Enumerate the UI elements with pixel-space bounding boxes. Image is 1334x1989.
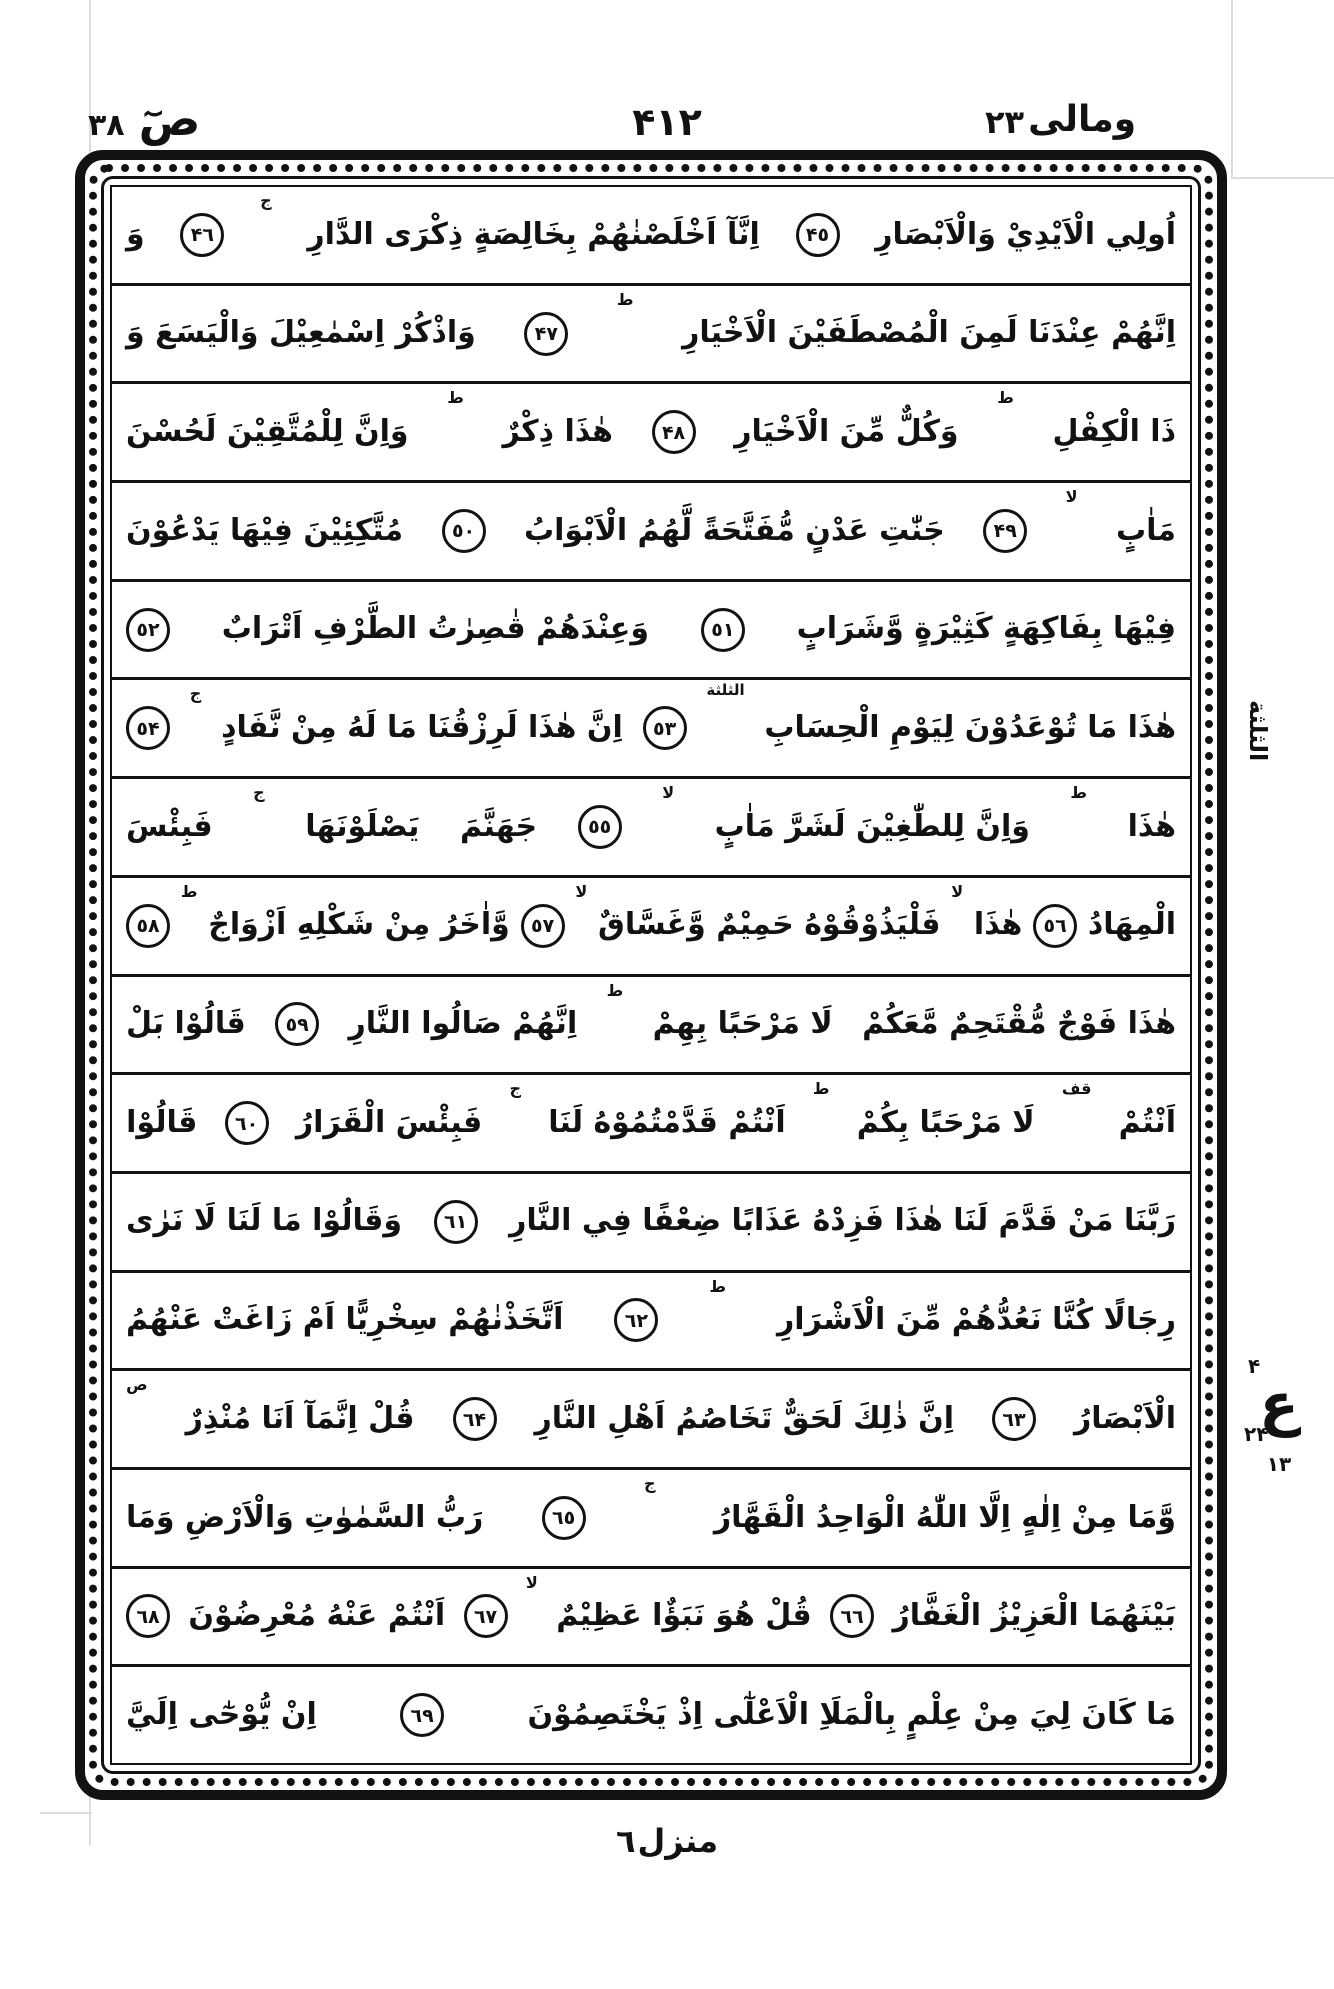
quran-text: اَتَّخَذْنٰهُمْ سِخْرِيًّا اَمْ زَاغَتْ عَنْهُمُ — [126, 1302, 564, 1338]
ayah-number-marker: ٦٢ — [614, 1298, 658, 1342]
quran-text: اَنْتُمْ قَدَّمْتُمُوْهُ لَنَا — [548, 1104, 786, 1140]
ruku-ayat-count: ٢۴ — [1244, 1422, 1269, 1447]
mushaf-line — [112, 1371, 1190, 1470]
quran-text: اِنَّ ذٰلِكَ لَحَقٌّ تَخَاصُمُ اَهْلِ النَّارِ — [534, 1400, 955, 1436]
manzil-label: منزل — [637, 1822, 719, 1860]
juz-name: ومالى — [1028, 99, 1137, 140]
ayah-number-marker: ۴٨ — [652, 410, 696, 454]
quran-text: اِنْ يُّوْحٰٓى اِلَيَّ — [126, 1696, 317, 1732]
mushaf-line — [112, 779, 1190, 878]
bead-border-band — [89, 164, 1213, 1786]
ayah-number-marker: ٦٧ — [464, 1594, 508, 1638]
ayah-number-marker: ٦٩ — [400, 1693, 444, 1737]
ayah-number-marker: ٦٥ — [542, 1496, 586, 1540]
waqf-mark: ط — [812, 1079, 830, 1099]
waqf-mark: ج — [260, 191, 272, 210]
page-number: ۴١٢ — [632, 100, 702, 144]
quran-text: اِنَّهُمْ صَالُوا النَّارِ — [348, 1006, 578, 1042]
ruku-surah-count: ۴ — [1248, 1354, 1261, 1378]
ayah-number-marker: ٥٣ — [643, 706, 687, 750]
waqf-mark: ط — [180, 881, 198, 901]
mushaf-line — [112, 483, 1190, 582]
page-edge-line-bottom-left — [40, 1812, 92, 1814]
ayah-number-marker: ٦٦ — [830, 1594, 874, 1638]
page-edge-line-right — [1231, 0, 1233, 178]
surah-name: صٓ — [138, 92, 201, 146]
quran-text: مُتَّكِئِيْنَ فِيْهَا يَدْعُوْنَ — [126, 512, 404, 548]
quran-text: هٰذَا فَوْجٌ مُّقْتَحِمٌ مَّعَكُمْ — [862, 1006, 1176, 1042]
ayah-number-marker: ٦٣ — [992, 1397, 1036, 1441]
mushaf-line — [112, 1273, 1190, 1372]
quran-text: مَا كَانَ لِيَ مِنْ عِلْمٍ بِالْمَلَاِ الْاَعْلٰٓى اِذْ يَخْتَصِمُوْنَ — [527, 1696, 1176, 1732]
header-juz-group — [985, 99, 1137, 141]
mushaf-line — [112, 680, 1190, 779]
quran-text: هٰذَا ذِكْرٌ — [502, 413, 613, 449]
quran-text: بَيْنَهُمَا الْعَزِيْزُ الْغَفَّارُ — [892, 1598, 1176, 1634]
ayah-number-marker: ٦٠ — [225, 1101, 269, 1145]
quran-text: قُلْ اِنَّمَآ اَنَا مُنْذِرٌ — [185, 1400, 415, 1436]
waqf-mark: لا — [951, 881, 964, 901]
waqf-mark: لا — [525, 1572, 538, 1592]
quran-text: قَالُوْا — [126, 1104, 198, 1140]
juz-number: ٢٣ — [985, 103, 1025, 141]
mushaf-line — [112, 1470, 1190, 1569]
quran-text: مَاٰبٍ — [1116, 512, 1176, 548]
quran-text: وَقَالُوْا مَا لَنَا لَا نَرٰى — [126, 1203, 403, 1239]
quran-text: اِنَّهُمْ عِنْدَنَا لَمِنَ الْمُصْطَفَيْنَ الْاَخْيَارِ — [682, 315, 1176, 351]
quran-text: اِنَّآ اَخْلَصْنٰهُمْ بِخَالِصَةٍ ذِكْرَى الدَّارِ — [307, 216, 760, 252]
quran-text: وَاِنَّ لِلطّٰغِيْنَ لَشَرَّ مَاٰبٍ — [714, 808, 1030, 844]
waqf-mark: ط — [606, 980, 624, 1000]
waqf-mark: ط — [616, 289, 634, 309]
ayah-number-marker: ۴٦ — [180, 213, 224, 257]
mushaf-line — [112, 1075, 1190, 1174]
mushaf-line — [112, 187, 1190, 286]
quran-text: هٰذَا مَا تُوْعَدُوْنَ لِيَوْمِ الْحِسَابِ — [764, 710, 1176, 746]
waqf-mark: ص — [126, 1375, 148, 1395]
waqf-mark: قف — [1061, 1079, 1092, 1099]
waqf-mark: لا — [662, 783, 675, 803]
waqf-mark: ط — [447, 388, 464, 408]
manzil-footer — [0, 1822, 1334, 1860]
waqf-mark: ط — [997, 388, 1014, 408]
quran-text: وَّمَا مِنْ اِلٰهٍ اِلَّا اللّٰهُ الْوَاحِدُ الْقَهَّارُ — [713, 1499, 1176, 1535]
quran-text: اِنَّ هٰذَا لَرِزْقُنَا مَا لَهُ مِنْ نَّفَادٍ — [221, 710, 623, 746]
mushaf-line — [112, 1569, 1190, 1668]
ayah-number-marker: ٥٧ — [521, 904, 565, 948]
rub-hizb-note: الثلثة — [706, 681, 745, 700]
quran-text: وَعِنْدَهُمْ قٰصِرٰتُ الطَّرْفِ اَتْرَابٌ — [221, 611, 650, 647]
ayah-number-marker: ٥١ — [701, 608, 745, 652]
mushaf-line — [112, 286, 1190, 385]
quran-text: فَبِئْسَ — [126, 808, 213, 844]
quran-text: اَنْتُمْ عَنْهُ مُعْرِضُوْنَ — [188, 1598, 446, 1634]
quran-text: وَّاٰخَرُ مِنْ شَكْلِهِ اَزْوَاجٌ — [208, 907, 510, 943]
quran-text: قَالُوْا بَلْ — [126, 1006, 246, 1042]
quran-text: اُولِي الْاَيْدِيْ وَالْاَبْصَارِ — [875, 216, 1176, 252]
waqf-mark: لا — [1065, 487, 1078, 507]
quran-text: وَ — [126, 216, 145, 252]
manzil-number: ٦ — [615, 1822, 636, 1860]
ayah-number-marker: ٥٢ — [126, 608, 170, 652]
quran-text: الْاَبْصَارُ — [1074, 1400, 1176, 1436]
waqf-mark: ج — [643, 1473, 656, 1493]
quran-text: الْمِهَادُ — [1087, 907, 1176, 943]
quran-text: وَاذْكُرْ اِسْمٰعِيْلَ وَالْيَسَعَ وَ — [126, 315, 476, 351]
quran-text: ذَا الْكِفْلِ — [1052, 413, 1176, 449]
mushaf-text-area — [110, 185, 1192, 1765]
ruku-ain-symbol: ع — [1259, 1370, 1299, 1438]
ayah-number-marker: ٥٩ — [275, 1002, 319, 1046]
mushaf-line — [112, 878, 1190, 977]
waqf-mark: ط — [709, 1276, 726, 1296]
ornamental-border-frame — [75, 150, 1227, 1800]
quran-text: وَكُلٌّ مِّنَ الْاَخْيَارِ — [734, 413, 959, 449]
quran-text: هٰذَا — [1127, 808, 1176, 844]
quran-text: فِيْهَا بِفَاكِهَةٍ كَثِيْرَةٍ وَّشَرَابٍ — [796, 611, 1176, 647]
waqf-mark: ج — [189, 684, 202, 704]
ayah-number-marker: ٦٨ — [126, 1594, 170, 1638]
ayah-number-marker: ٥٨ — [126, 904, 170, 948]
quran-text: رِجَالًا كُنَّا نَعُدُّهُمْ مِّنَ الْاَشْرَارِ — [777, 1302, 1176, 1338]
mushaf-line — [112, 384, 1190, 483]
ayah-number-marker: ٥٥ — [578, 805, 622, 849]
quran-text: لَا مَرْحَبًا بِهِمْ — [652, 1006, 833, 1042]
page-edge-line-top-right — [1231, 177, 1334, 179]
rub-hizb-margin-label: الثلثة — [1244, 700, 1272, 762]
ayah-number-marker: ٦١ — [434, 1200, 478, 1244]
quran-text: قُلْ هُوَ نَبَؤٌا عَظِيْمٌ — [556, 1598, 812, 1634]
ayah-number-marker: ٥٠ — [442, 509, 486, 553]
quran-text: جَنّٰتِ عَدْنٍ مُّفَتَّحَةً لَّهُمُ الْاَبْوَابُ — [523, 512, 945, 548]
waqf-mark: ج — [509, 1079, 521, 1099]
ayah-number-marker: ۴٥ — [796, 213, 840, 257]
ruku-marker — [1240, 1354, 1318, 1477]
ruku-juz-count: ١٣ — [1266, 1452, 1292, 1477]
surah-number: ٣٨ — [88, 108, 125, 143]
mushaf-line — [112, 977, 1190, 1076]
quran-text: لَا مَرْحَبًا بِكُمْ — [856, 1104, 1035, 1140]
ayah-number-marker: ۴٧ — [524, 312, 568, 356]
ayah-number-marker: ٦۴ — [453, 1397, 497, 1441]
waqf-mark: ج — [253, 783, 265, 803]
quran-text: وَاِنَّ لِلْمُتَّقِيْنَ لَحُسْنَ — [126, 413, 409, 449]
quran-text: فَبِئْسَ الْقَرَارُ — [295, 1104, 483, 1140]
waqf-mark: لا — [575, 881, 588, 901]
waqf-mark: ط — [1070, 783, 1088, 803]
quran-text: يَصْلَوْنَهَا — [305, 808, 420, 844]
ayah-number-marker: ٥٦ — [1033, 904, 1077, 948]
quran-text: جَهَنَّمَ — [459, 808, 538, 844]
quran-text: فَلْيَذُوْقُوْهُ حَمِيْمٌ وَّغَسَّاقٌ — [598, 907, 941, 943]
quran-text: هٰذَا — [973, 907, 1023, 943]
quran-text: رَبَّنَا مَنْ قَدَّمَ لَنَا هٰذَا فَزِدْهُ عَذَابًا ضِعْفًا فِي النَّارِ — [509, 1203, 1176, 1239]
inner-border-line — [101, 176, 1201, 1774]
mushaf-line — [112, 582, 1190, 681]
quran-text: رَبُّ السَّمٰوٰتِ وَالْاَرْضِ وَمَا — [126, 1499, 484, 1535]
quran-text: اَنْتُمْ — [1118, 1104, 1176, 1140]
mushaf-line — [112, 1667, 1190, 1763]
ayah-number-marker: ٥۴ — [126, 706, 170, 750]
mushaf-line — [112, 1174, 1190, 1273]
ayah-number-marker: ۴٩ — [983, 509, 1027, 553]
